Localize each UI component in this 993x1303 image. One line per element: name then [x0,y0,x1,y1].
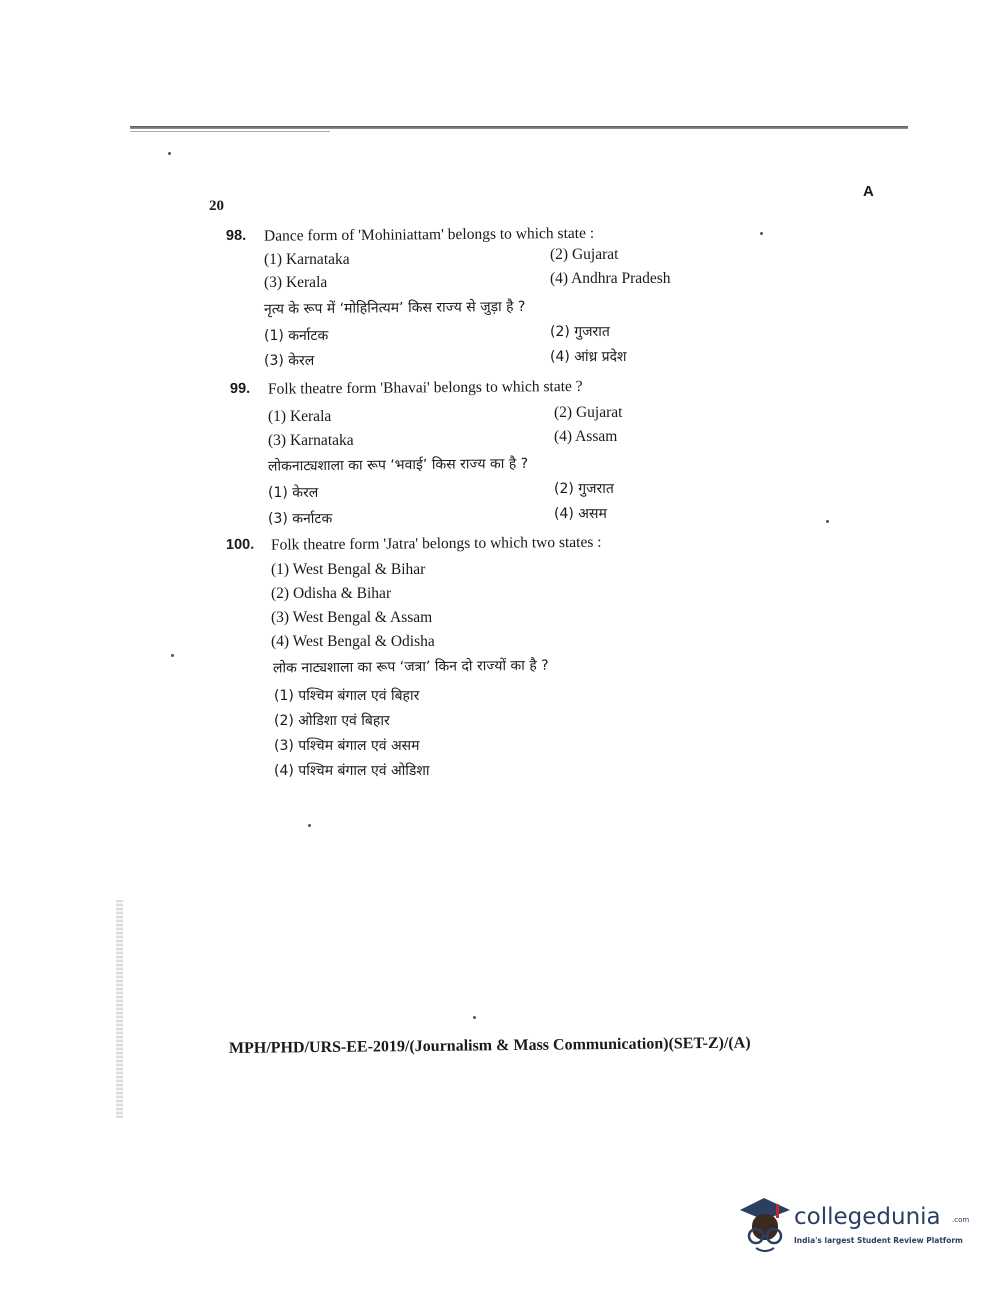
question-text-en: Dance form of 'Mohiniattam' belongs to which state : [263,224,595,245]
option-en: (3) West Bengal & Assam [271,609,433,626]
option-en: (3) Karnataka [268,432,354,449]
question-text-hi: नृत्य के रूप में ‘मोहिनित्यम’ किस राज्य से जुड़ा है ? [263,298,526,318]
scan-speck [473,1016,476,1019]
top-rule-shadow [130,131,330,132]
logo-wordmark: collegedunia [794,1204,941,1230]
option-en: (1) West Bengal & Bihar [271,561,426,578]
scan-speck [171,654,174,657]
option-hi: (3) केरल [264,353,315,369]
logo-suffix: .com [952,1216,970,1224]
option-hi: (1) पश्चिम बंगाल एवं बिहार [274,688,420,704]
logo-tagline: India's largest Student Review Platform [794,1236,963,1245]
option-en: (4) Andhra Pradesh [550,270,671,287]
top-rule [130,126,908,129]
scan-speck [760,232,763,235]
option-en: (2) Odisha & Bihar [271,585,392,602]
option-hi: (4) पश्चिम बंगाल एवं ओडिशा [274,763,430,779]
question-number: 99. [229,380,251,397]
option-en: (3) Kerala [264,274,328,291]
option-hi: (3) पश्चिम बंगाल एवं असम [274,738,420,754]
question-text-hi: लोक नाट्यशाला का रूप ‘जत्रा’ किन दो राज्यों का है ? [272,657,549,677]
question-text-hi: लोकनाट्यशाला का रूप ‘भवाई’ किस राज्य का है ? [267,455,529,475]
option-en: (2) Gujarat [554,404,623,421]
scan-speck [308,824,311,827]
scan-speck [168,152,171,155]
question-text-en: Folk theatre form 'Bhavai' belongs to which state ? [267,377,583,398]
question-text-en: Folk theatre form 'Jatra' belongs to which two states : [270,533,602,554]
question-number: 100. [225,536,255,553]
option-hi: (1) केरल [268,485,319,501]
question-100 [225,533,726,779]
option-hi: (3) कर्नाटक [268,511,333,527]
scan-edge-strip [116,900,123,1118]
question-99 [229,377,730,527]
page-number: 20 [209,198,224,214]
option-en: (4) Assam [554,428,618,445]
scan-speck [826,520,829,523]
question-number: 98. [225,227,247,244]
mascot-icon [734,1194,792,1256]
option-hi: (2) गुजरात [550,324,610,340]
option-hi: (2) गुजरात [554,481,614,497]
option-hi: (1) कर्नाटक [264,328,329,344]
set-code: A [863,183,874,200]
option-en: (4) West Bengal & Odisha [271,633,435,650]
option-en: (1) Karnataka [264,251,350,268]
option-hi: (2) ओडिशा एवं बिहार [274,713,390,729]
option-hi: (4) असम [554,506,607,522]
option-en: (1) Kerala [268,408,332,425]
footer-exam-code: MPH/PHD/URS-EE-2019/(Journalism & Mass Communication)(SET-Z)/(A) [228,1034,751,1057]
question-98 [225,224,726,372]
option-en: (2) Gujarat [550,246,619,263]
collegedunia-logo[interactable] [734,1194,970,1264]
option-hi: (4) आंध्र प्रदेश [550,349,627,365]
